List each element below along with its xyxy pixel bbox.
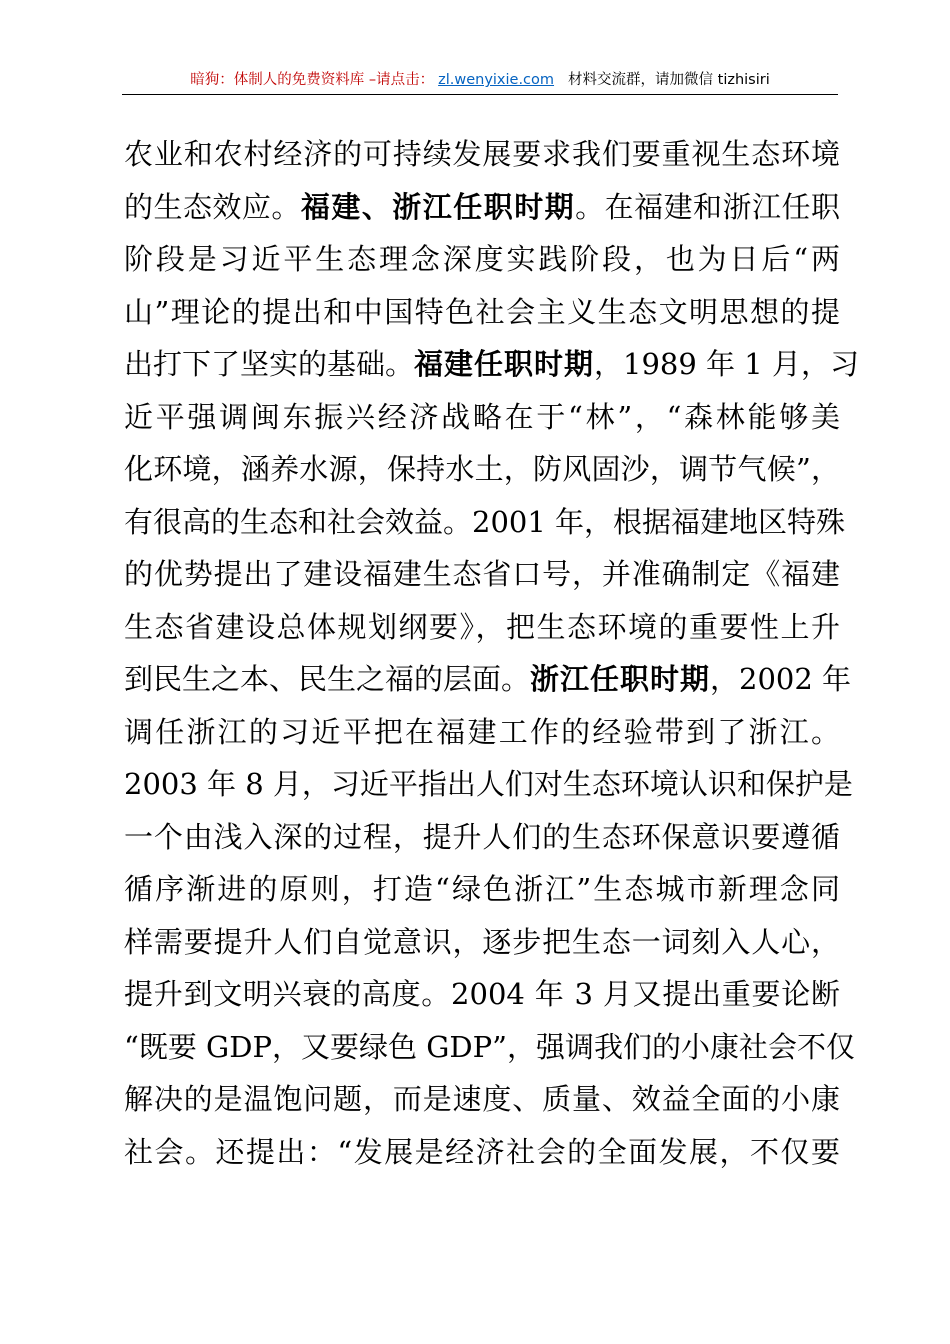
text-segment: 生态省建设总体规划纲要》，把生态环境的重要性上升	[124, 609, 840, 644]
text-line	[124, 706, 840, 759]
text-line	[124, 653, 852, 706]
text-segment: 近平强调闽东振兴经济战略在于“林”，“森林能够美	[124, 399, 840, 434]
text-line	[124, 1126, 840, 1179]
text-segment: 一个由浅入深的过程，提升人们的生态环保意识要遵循	[124, 819, 840, 854]
text-line	[124, 1073, 840, 1126]
text-line	[124, 338, 859, 391]
text-segment: 解决的是温饱问题，而是速度、质量、效益全面的小康	[124, 1082, 840, 1116]
text-segment: 。在福建和浙江任职	[575, 189, 840, 224]
text-line	[124, 181, 840, 234]
text-line	[124, 916, 840, 969]
text-line	[124, 758, 853, 811]
document-body	[124, 128, 859, 1178]
text-line	[124, 286, 840, 339]
text-line	[124, 128, 840, 181]
text-line	[124, 443, 840, 496]
text-segment: 农业和农村经济的可持续发展要求我们要重视生态环境	[124, 137, 840, 171]
text-segment: 的优势提出了建设福建生态省口号，并准确制定《福建	[124, 557, 840, 591]
text-line	[124, 1021, 855, 1074]
text-segment: 2003 年 8 月，习近平指出人们对生态环境认识和保护是	[124, 767, 853, 801]
text-segment: ，1989 年 1 月，习	[594, 347, 859, 381]
text-segment: ，2002 年	[710, 662, 852, 696]
header-contact-text: 材料交流群，请加微信 tizhisiri	[568, 72, 770, 88]
text-line	[124, 391, 840, 444]
bold-heading-segment: 浙江任职时期	[530, 662, 711, 696]
text-segment: 有很高的生态和社会效益。2001 年，根据福建地区特殊	[124, 504, 846, 539]
text-segment: 循序渐进的原则，打造“绿色浙江”生态城市新理念同	[124, 872, 840, 906]
text-segment: 社会。还提出：“发展是经济社会的全面发展，不仅要	[124, 1134, 840, 1169]
text-segment: “既要 GDP，又要绿色 GDP”，强调我们的小康社会不仅	[124, 1029, 855, 1064]
text-segment: 山”理论的提出和中国特色社会主义生态文明思想的提	[124, 294, 840, 329]
text-line	[124, 233, 840, 286]
text-line	[124, 811, 840, 864]
text-line	[124, 601, 840, 654]
header-link[interactable]: zl.wenyixie.com	[438, 72, 555, 88]
text-segment: 阶段是习近平生态理念深度实践阶段，也为日后“两	[124, 242, 840, 276]
bold-heading-segment: 福建、浙江任职时期	[300, 189, 576, 224]
bold-heading-segment: 福建任职时期	[414, 347, 595, 381]
text-line	[124, 496, 846, 549]
text-segment: 调任浙江的习近平把在福建工作的经验带到了浙江。	[124, 714, 840, 749]
text-segment: 提升到文明兴衰的高度。2004 年 3 月又提出重要论断	[124, 977, 840, 1011]
text-segment: 的生态效应。	[124, 189, 301, 224]
text-segment: 出打下了坚实的基础。	[124, 347, 415, 381]
text-line	[124, 548, 840, 601]
text-line	[124, 968, 840, 1021]
header-promo-text: 暗狗：体制人的免费资料库 –请点击：	[190, 72, 435, 88]
text-segment: 样需要提升人们自觉意识，逐步把生态一词刻入人心，	[124, 924, 840, 959]
text-line	[124, 863, 840, 916]
page-header	[122, 70, 838, 95]
text-segment: 化环境，涵养水源，保持水土，防风固沙，调节气候”，	[124, 452, 840, 486]
text-segment: 到民生之本、民生之福的层面。	[124, 662, 531, 696]
